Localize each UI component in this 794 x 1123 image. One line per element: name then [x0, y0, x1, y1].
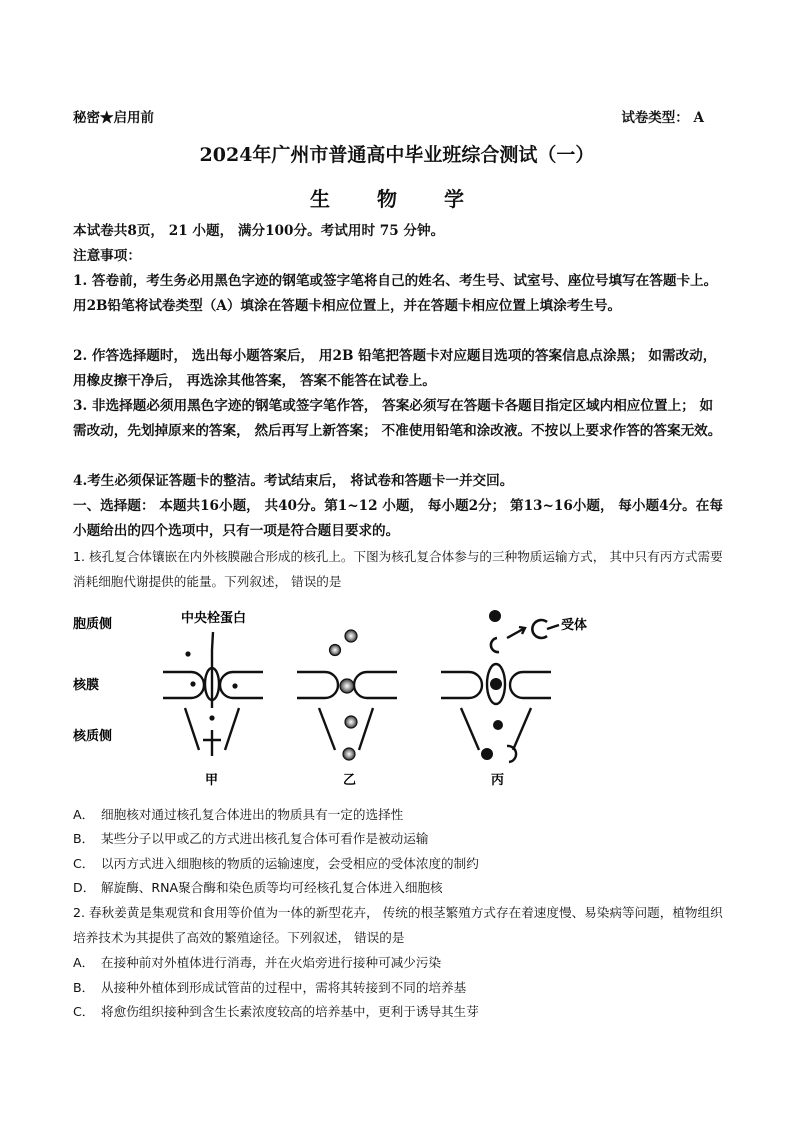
cargo-molecule — [490, 678, 502, 690]
small-molecule — [209, 715, 214, 720]
confidential-mark: 秘密★启用前 — [73, 110, 154, 126]
q2-option-c: C． 将愈伤组织接种到含生长素浓度较高的培养基中，更利于诱导其生芽 — [73, 1004, 479, 1019]
q1-option-c: C． 以丙方式进入细胞核的物质的运输速度，会受相应的受体浓度的制约 — [73, 856, 479, 871]
note-item: 3. 非选择题必须用黑色字迹的钢笔或签字笔作答， 答案必须写在答题卡各题目指定区域内相应位置上； 如需改动，先划掉原来的答案， 然后再写上新答案； 不准使用铅笔和涂改液。不按以上要求作答的答案无效。 — [73, 398, 722, 439]
nuclear-pore-figure — [73, 600, 633, 796]
question-1-stem: 1. 核孔复合体镶嵌在内外核膜融合形成的核孔上。下图为核孔复合体参与的三种物质运输方式， 其中只有丙方式需要消耗细胞代谢提供的能量。下列叙述， 错误的是 — [73, 549, 723, 589]
q2-option-b: B． 从接种外植体到形成试管苗的过程中，需将其转接到不同的培养基 — [73, 980, 467, 995]
small-molecule — [232, 683, 237, 688]
section-heading: 一、选择题： 本题共16小题， 共40分。第1~12 小题， 每小题2分； 第13~16小题， 每小题4分。在每小题给出的四个选项中，只有一项是符合题目要求的。 — [73, 498, 723, 539]
paper-intro: 本试卷共8页， 21 小题， 满分100分。考试用时 75 分钟。 — [73, 223, 445, 239]
question-2-stem: 2. 春秋姜黄是集观赏和食用等价值为一体的新型花卉， 传统的根茎繁殖方式存在着速度慢、易染病等问题，植物组织培养技术为其提供了高效的繁殖途径。下列叙述， 错误的是 — [73, 905, 723, 945]
macromolecule — [345, 716, 357, 728]
macromolecule — [343, 748, 355, 760]
subject-title: 生 物 学 — [310, 187, 484, 211]
q2-option-a: A． 在接种前对外植体进行消毒，并在火焰旁进行接种可减少污染 — [73, 955, 442, 970]
q1-option-b: B． 某些分子以甲或乙的方式进出核孔复合体可看作是被动运输 — [73, 831, 429, 846]
paper-type: 试卷类型： A — [621, 110, 704, 126]
label-nuclear-membrane: 核膜 — [73, 678, 100, 693]
label-central-plug: 中央栓蛋白 — [181, 611, 247, 626]
notes-heading: 注意事项： — [73, 248, 141, 264]
cargo-receptor-complex — [491, 638, 499, 652]
cargo-molecule — [481, 748, 493, 760]
note-item: 1. 答卷前，考生务必用黑色字迹的钢笔或签字笔将自己的姓名、考生号、试室号、座位号填写在答题卡上。用2B铅笔将试卷类型（A）填涂在答题卡相应位置上，并在答题卡相应位置上填涂考生号。 — [73, 273, 718, 314]
released-receptor — [507, 746, 516, 762]
small-molecule — [185, 651, 190, 656]
panel-label-jia: 甲 — [205, 773, 219, 788]
exam-title: 2024年广州市普通高中毕业班综合测试（一） — [199, 144, 595, 166]
label-cytoplasm-side: 胞质侧 — [73, 617, 113, 632]
cargo-molecule — [493, 720, 503, 730]
q1-option-a: A． 细胞核对通过核孔复合体进出的物质具有一定的选择性 — [73, 807, 404, 822]
note-item: 4.考生必须保证答题卡的整洁。考试结束后， 将试卷和答题卡一并交回。 — [73, 473, 514, 489]
panel-label-yi: 乙 — [343, 773, 357, 788]
macromolecule — [330, 645, 341, 656]
small-molecule — [190, 681, 195, 686]
q1-option-d: D． 解旋酶、RNA聚合酶和染色质等均可经核孔复合体进入细胞核 — [73, 880, 443, 895]
note-item: 2. 作答选择题时， 选出每小题答案后， 用2B 铅笔把答题卡对应题目选项的答案信息点涂黑； 如需改动， 用橡皮擦干净后， 再选涂其他答案， 答案不能答在试卷上。 — [73, 348, 717, 389]
macromolecule — [345, 630, 357, 642]
panel-jia — [163, 632, 263, 756]
panel-label-bing: 丙 — [491, 773, 505, 788]
label-receptor: 受体 — [561, 618, 588, 633]
cargo-molecule — [489, 610, 501, 622]
macromolecule — [340, 679, 354, 693]
label-nucleoplasm-side: 核质侧 — [73, 729, 113, 744]
